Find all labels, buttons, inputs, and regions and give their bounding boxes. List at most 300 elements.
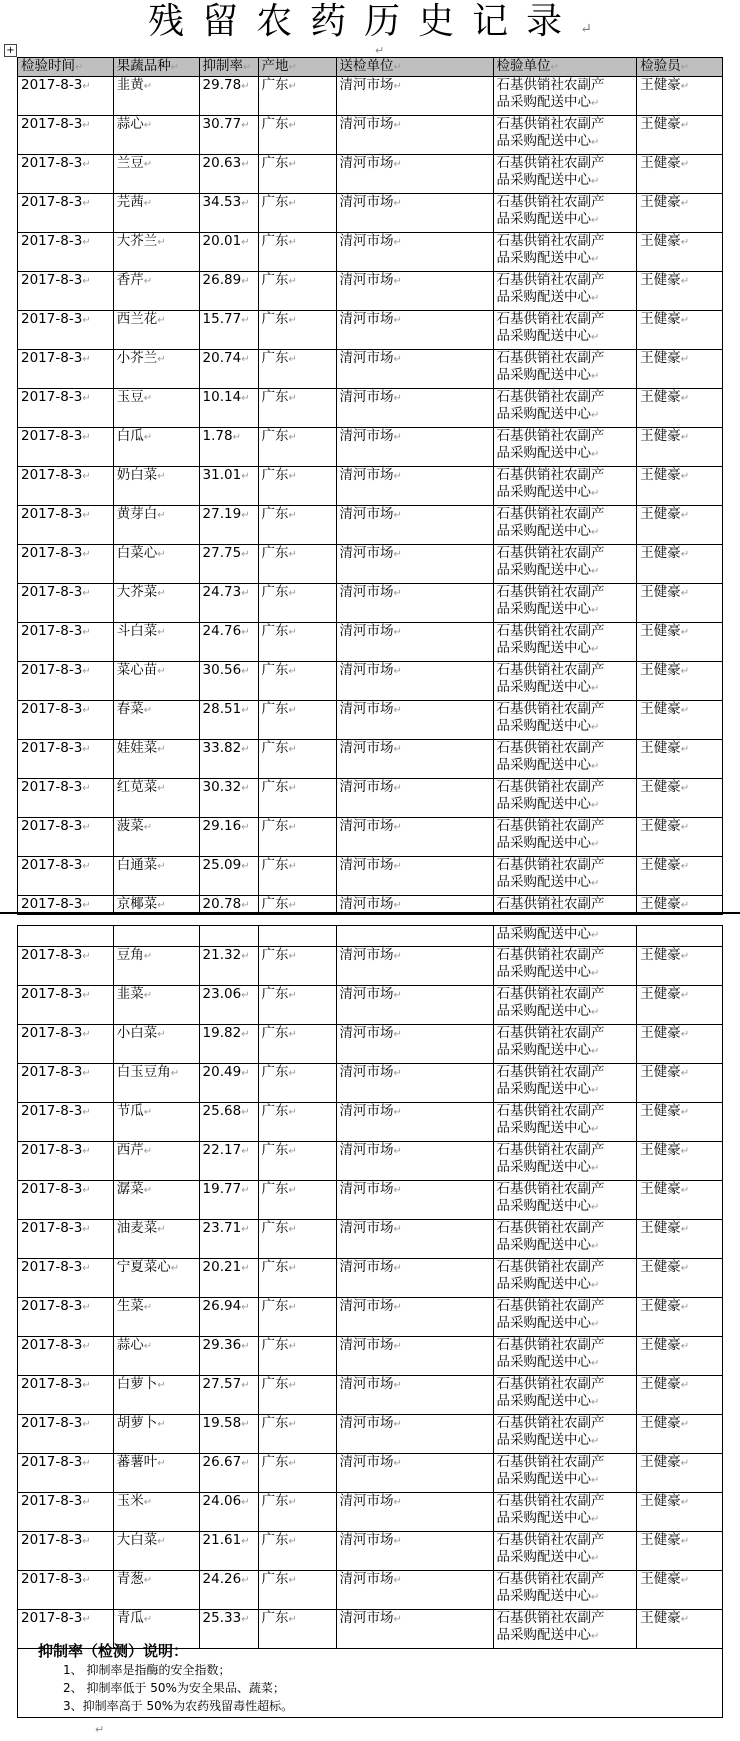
- rate-cell: 19.82↵: [199, 1025, 258, 1064]
- inspector-cell: 王健豪↵: [637, 1064, 723, 1103]
- origin-cell: 广东↵: [258, 428, 336, 467]
- inspector-cell: 王健豪↵: [637, 155, 723, 194]
- inspector-cell: 王健豪↵: [637, 623, 723, 662]
- date-cell: 2017-8-3↵: [18, 467, 114, 506]
- variety-cell: 白菜心↵: [113, 545, 199, 584]
- table-row: [18, 623, 723, 662]
- rate-cell: 20.78↵: [199, 896, 258, 915]
- rate-cell: 30.32↵: [199, 779, 258, 818]
- inspector-cell: 王健豪↵: [637, 1298, 723, 1337]
- origin-cell: 广东↵: [258, 779, 336, 818]
- rate-cell: 30.56↵: [199, 662, 258, 701]
- origin-cell: 广东↵: [258, 947, 336, 986]
- sender-cell: 清河市场↵: [336, 779, 493, 818]
- rate-cell: 28.51↵: [199, 701, 258, 740]
- variety-cell: 京椰菜↵: [113, 896, 199, 915]
- origin-cell: 广东↵: [258, 701, 336, 740]
- sender-cell: 清河市场↵: [336, 896, 493, 915]
- unit-cell: 石基供销社农副产 品采购配送中心↵: [493, 116, 637, 155]
- inspector-cell: 王健豪↵: [637, 506, 723, 545]
- date-cell: 2017-8-3↵: [18, 194, 114, 233]
- unit-continuation-cell: 品采购配送中心↵: [493, 926, 637, 947]
- origin-cell: 广东↵: [258, 467, 336, 506]
- unit-cell: 石基供销社农副产 品采购配送中心↵: [493, 1376, 637, 1415]
- unit-cell: 石基供销社农副产 品采购配送中心↵: [493, 1532, 637, 1571]
- sender-cell: 清河市场↵: [336, 1610, 493, 1649]
- sender-cell: 清河市场↵: [336, 1259, 493, 1298]
- sender-cell: 清河市场↵: [336, 155, 493, 194]
- variety-cell: 白萝卜↵: [113, 1376, 199, 1415]
- variety-cell: 青瓜↵: [113, 1610, 199, 1649]
- origin-cell: 广东↵: [258, 1493, 336, 1532]
- date-cell: 2017-8-3↵: [18, 623, 114, 662]
- origin-cell: 广东↵: [258, 1220, 336, 1259]
- unit-cell: 石基供销社农副产 品采购配送中心↵: [493, 1025, 637, 1064]
- origin-cell: 广东↵: [258, 623, 336, 662]
- table-row: [18, 77, 723, 116]
- sender-cell: 清河市场↵: [336, 662, 493, 701]
- table-row: [18, 467, 723, 506]
- origin-cell: 广东↵: [258, 818, 336, 857]
- inspector-cell: 王健豪↵: [637, 545, 723, 584]
- rate-cell: 29.78↵: [199, 77, 258, 116]
- origin-cell: 广东↵: [258, 584, 336, 623]
- origin-cell: 广东↵: [258, 740, 336, 779]
- unit-cell: 石基供销社农副产 品采购配送中心↵: [493, 1298, 637, 1337]
- variety-cell: 韭黄↵: [113, 77, 199, 116]
- rate-cell: 25.68↵: [199, 1103, 258, 1142]
- inspector-cell: 王健豪↵: [637, 1493, 723, 1532]
- table-row: [18, 116, 723, 155]
- rate-cell: 19.58↵: [199, 1415, 258, 1454]
- variety-cell: 宁夏菜心↵: [113, 1259, 199, 1298]
- table-row: [18, 272, 723, 311]
- rate-cell: 19.77↵: [199, 1181, 258, 1220]
- unit-cell: 石基供销社农副产 品采购配送中心↵: [493, 350, 637, 389]
- date-cell: 2017-8-3↵: [18, 233, 114, 272]
- sender-cell: 清河市场↵: [336, 1064, 493, 1103]
- rate-cell: 29.36↵: [199, 1337, 258, 1376]
- inspector-cell: 王健豪↵: [637, 1337, 723, 1376]
- date-cell: 2017-8-3↵: [18, 857, 114, 896]
- inspector-cell: 王健豪↵: [637, 857, 723, 896]
- table-row: [18, 1181, 723, 1220]
- inspector-cell: 王健豪↵: [637, 1610, 723, 1649]
- date-cell: 2017-8-3↵: [18, 662, 114, 701]
- rate-cell: 25.09↵: [199, 857, 258, 896]
- date-cell: 2017-8-3↵: [18, 584, 114, 623]
- origin-cell: 广东↵: [258, 1103, 336, 1142]
- inspector-cell: 王健豪↵: [637, 1571, 723, 1610]
- table-row: [18, 1415, 723, 1454]
- date-cell: 2017-8-3↵: [18, 779, 114, 818]
- unit-cell: 石基供销社农副产 品采购配送中心↵: [493, 1259, 637, 1298]
- page-title: 残留农药历史记录↵: [148, 1, 592, 42]
- rate-cell: 20.01↵: [199, 233, 258, 272]
- header-date: 检验时间↵: [18, 58, 114, 77]
- unit-cell: 石基供销社农副产 品采购配送中心↵: [493, 1064, 637, 1103]
- records-table-page-2: [17, 925, 723, 1649]
- rate-cell: 26.67↵: [199, 1454, 258, 1493]
- table-row: [18, 155, 723, 194]
- origin-cell: 广东↵: [258, 1415, 336, 1454]
- origin-cell: 广东↵: [258, 350, 336, 389]
- date-cell: 2017-8-3↵: [18, 740, 114, 779]
- origin-cell: 广东↵: [258, 1454, 336, 1493]
- variety-cell: 大芥兰↵: [113, 233, 199, 272]
- table-row: [18, 1493, 723, 1532]
- sender-cell: 清河市场↵: [336, 272, 493, 311]
- inspector-cell: 王健豪↵: [637, 740, 723, 779]
- header-rate: 抑制率↵: [199, 58, 258, 77]
- variety-cell: 斗白菜↵: [113, 623, 199, 662]
- sender-cell: 清河市场↵: [336, 818, 493, 857]
- unit-cell: 石基供销社农副产 品采购配送中心↵: [493, 818, 637, 857]
- date-cell: 2017-8-3↵: [18, 1064, 114, 1103]
- date-cell: 2017-8-3↵: [18, 1337, 114, 1376]
- unit-cell: 石基供销社农副产 品采购配送中心↵: [493, 77, 637, 116]
- inspector-cell: 王健豪↵: [637, 818, 723, 857]
- table-row-continuation: [18, 926, 723, 947]
- origin-cell: 广东↵: [258, 1337, 336, 1376]
- sender-cell: 清河市场↵: [336, 194, 493, 233]
- inspector-cell: 王健豪↵: [637, 896, 723, 915]
- sender-cell: 清河市场↵: [336, 857, 493, 896]
- inspector-cell: 王健豪↵: [637, 311, 723, 350]
- variety-cell: 小芥兰↵: [113, 350, 199, 389]
- inspector-cell: 王健豪↵: [637, 662, 723, 701]
- table-row: [18, 740, 723, 779]
- table-row: [18, 233, 723, 272]
- date-cell: 2017-8-3↵: [18, 506, 114, 545]
- origin-cell: 广东↵: [258, 233, 336, 272]
- unit-cell: 石基供销社农副产 品采购配送中心↵: [493, 1610, 637, 1649]
- variety-cell: 油麦菜↵: [113, 1220, 199, 1259]
- variety-cell: 豆角↵: [113, 947, 199, 986]
- table-row: [18, 389, 723, 428]
- inspector-cell: 王健豪↵: [637, 1220, 723, 1259]
- origin-cell: 广东↵: [258, 1181, 336, 1220]
- unit-cell: 石基供销社农副产 品采购配送中心↵: [493, 740, 637, 779]
- sender-cell: 清河市场↵: [336, 1376, 493, 1415]
- date-cell: 2017-8-3↵: [18, 701, 114, 740]
- sender-cell: 清河市场↵: [336, 506, 493, 545]
- origin-cell: 广东↵: [258, 77, 336, 116]
- origin-cell: 广东↵: [258, 1610, 336, 1649]
- origin-cell: 广东↵: [258, 116, 336, 155]
- origin-cell: 广东↵: [258, 155, 336, 194]
- rate-cell: 27.19↵: [199, 506, 258, 545]
- variety-cell: 白玉豆角↵: [113, 1064, 199, 1103]
- unit-cell: 石基供销社农副产 品采购配送中心↵: [493, 233, 637, 272]
- inspector-cell: 王健豪↵: [637, 350, 723, 389]
- unit-cell: 石基供销社农副产 品采购配送中心↵: [493, 1415, 637, 1454]
- table-row: [18, 350, 723, 389]
- origin-cell: 广东↵: [258, 896, 336, 915]
- unit-cell: 石基供销社农副产: [493, 896, 637, 915]
- rate-cell: 20.74↵: [199, 350, 258, 389]
- unit-cell: 石基供销社农副产 品采购配送中心↵: [493, 1454, 637, 1493]
- table-row: [18, 506, 723, 545]
- notes-heading: 抑制率（检测）说明：: [38, 1642, 189, 1660]
- table-row: [18, 1298, 723, 1337]
- origin-cell: 广东↵: [258, 1259, 336, 1298]
- rate-cell: 34.53↵: [199, 194, 258, 233]
- variety-cell: 玉米↵: [113, 1493, 199, 1532]
- variety-cell: 菠菜↵: [113, 818, 199, 857]
- inspector-cell: 王健豪↵: [637, 1415, 723, 1454]
- origin-cell: 广东↵: [258, 857, 336, 896]
- rate-cell: 31.01↵: [199, 467, 258, 506]
- date-cell: 2017-8-3↵: [18, 272, 114, 311]
- rate-cell: 29.16↵: [199, 818, 258, 857]
- variety-cell: 蕃薯叶↵: [113, 1454, 199, 1493]
- date-cell: 2017-8-3↵: [18, 545, 114, 584]
- variety-cell: 青葱↵: [113, 1571, 199, 1610]
- inspector-cell: 王健豪↵: [637, 779, 723, 818]
- unit-cell: 石基供销社农副产 品采购配送中心↵: [493, 545, 637, 584]
- variety-cell: 春菜↵: [113, 701, 199, 740]
- unit-cell: 石基供销社农副产 品采购配送中心↵: [493, 311, 637, 350]
- sender-cell: 清河市场↵: [336, 77, 493, 116]
- table-row: [18, 1220, 723, 1259]
- variety-cell: 西兰花↵: [113, 311, 199, 350]
- table-row: [18, 1142, 723, 1181]
- inspector-cell: 王健豪↵: [637, 233, 723, 272]
- inspector-cell: 王健豪↵: [637, 194, 723, 233]
- unit-cell: 石基供销社农副产 品采购配送中心↵: [493, 1493, 637, 1532]
- inspector-cell: 王健豪↵: [637, 1142, 723, 1181]
- note-item: 3、抑制率高于 50%为农药残留毒性超标。: [63, 1699, 294, 1713]
- origin-cell: 广东↵: [258, 986, 336, 1025]
- rate-cell: 24.06↵: [199, 1493, 258, 1532]
- rate-cell: 15.77↵: [199, 311, 258, 350]
- notes-box: [17, 1641, 723, 1718]
- date-cell: 2017-8-3↵: [18, 1493, 114, 1532]
- table-header-row: [18, 58, 723, 77]
- table-row: [18, 194, 723, 233]
- unit-cell: 石基供销社农副产 品采购配送中心↵: [493, 1337, 637, 1376]
- unit-cell: 石基供销社农副产 品采购配送中心↵: [493, 1181, 637, 1220]
- table-row: [18, 1064, 723, 1103]
- origin-cell: 广东↵: [258, 272, 336, 311]
- rate-cell: 23.71↵: [199, 1220, 258, 1259]
- table-row: [18, 1454, 723, 1493]
- date-cell: 2017-8-3↵: [18, 1220, 114, 1259]
- table-row: [18, 779, 723, 818]
- unit-cell: 石基供销社农副产 品采购配送中心↵: [493, 1220, 637, 1259]
- inspector-cell: 王健豪↵: [637, 389, 723, 428]
- sender-cell: 清河市场↵: [336, 389, 493, 428]
- sender-cell: 清河市场↵: [336, 947, 493, 986]
- unit-cell: 石基供销社农副产 品采购配送中心↵: [493, 986, 637, 1025]
- table-row: [18, 428, 723, 467]
- variety-cell: 香芹↵: [113, 272, 199, 311]
- variety-cell: 大白菜↵: [113, 1532, 199, 1571]
- table-row: [18, 545, 723, 584]
- date-cell: 2017-8-3↵: [18, 1103, 114, 1142]
- records-table-page-1: [17, 57, 723, 915]
- sender-cell: 清河市场↵: [336, 1181, 493, 1220]
- sender-cell: 清河市场↵: [336, 740, 493, 779]
- rate-cell: 21.61↵: [199, 1532, 258, 1571]
- table-row: [18, 1103, 723, 1142]
- date-cell: 2017-8-3↵: [18, 1025, 114, 1064]
- variety-cell: 黄芽白↵: [113, 506, 199, 545]
- unit-cell: 石基供销社农副产 品采购配送中心↵: [493, 701, 637, 740]
- sender-cell: 清河市场↵: [336, 545, 493, 584]
- inspector-cell: 王健豪↵: [637, 1376, 723, 1415]
- page-break-line: [0, 912, 740, 914]
- inspector-cell: 王健豪↵: [637, 584, 723, 623]
- rate-cell: 10.14↵: [199, 389, 258, 428]
- origin-cell: 广东↵: [258, 311, 336, 350]
- sender-cell: 清河市场↵: [336, 311, 493, 350]
- origin-cell: 广东↵: [258, 545, 336, 584]
- sender-cell: 清河市场↵: [336, 428, 493, 467]
- header-sender: 送检单位↵: [336, 58, 493, 77]
- table-row: [18, 1025, 723, 1064]
- date-cell: 2017-8-3↵: [18, 1532, 114, 1571]
- table-row: [18, 662, 723, 701]
- rate-cell: 33.82↵: [199, 740, 258, 779]
- sender-cell: 清河市场↵: [336, 467, 493, 506]
- origin-cell: 广东↵: [258, 1142, 336, 1181]
- date-cell: 2017-8-3↵: [18, 116, 114, 155]
- date-cell: 2017-8-3↵: [18, 1454, 114, 1493]
- inspector-cell: 王健豪↵: [637, 116, 723, 155]
- origin-cell: 广东↵: [258, 1376, 336, 1415]
- rate-cell: 20.49↵: [199, 1064, 258, 1103]
- variety-cell: 小白菜↵: [113, 1025, 199, 1064]
- rate-cell: 26.94↵: [199, 1298, 258, 1337]
- paragraph-mark: ↵: [375, 44, 385, 57]
- table-row: [18, 986, 723, 1025]
- rate-cell: 22.17↵: [199, 1142, 258, 1181]
- date-cell: 2017-8-3↵: [18, 1181, 114, 1220]
- rate-cell: 20.63↵: [199, 155, 258, 194]
- unit-cell: 石基供销社农副产 品采购配送中心↵: [493, 662, 637, 701]
- variety-cell: 玉豆↵: [113, 389, 199, 428]
- rate-cell: 27.75↵: [199, 545, 258, 584]
- header-inspector: 检验员↵: [637, 58, 723, 77]
- origin-cell: 广东↵: [258, 1298, 336, 1337]
- inspector-cell: 王健豪↵: [637, 1025, 723, 1064]
- inspector-cell: 王健豪↵: [637, 428, 723, 467]
- date-cell: 2017-8-3↵: [18, 1571, 114, 1610]
- inspector-cell: 王健豪↵: [637, 947, 723, 986]
- sender-cell: 清河市场↵: [336, 1571, 493, 1610]
- variety-cell: 胡萝卜↵: [113, 1415, 199, 1454]
- inspector-cell: 王健豪↵: [637, 272, 723, 311]
- variety-cell: 菜心苗↵: [113, 662, 199, 701]
- sender-cell: 清河市场↵: [336, 623, 493, 662]
- variety-cell: 红苋菜↵: [113, 779, 199, 818]
- date-cell: 2017-8-3↵: [18, 896, 114, 915]
- rate-cell: 21.32↵: [199, 947, 258, 986]
- inspector-cell: 王健豪↵: [637, 1181, 723, 1220]
- inspector-cell: 王健豪↵: [637, 986, 723, 1025]
- rate-cell: 24.76↵: [199, 623, 258, 662]
- table-row: [18, 947, 723, 986]
- date-cell: 2017-8-3↵: [18, 1610, 114, 1649]
- variety-cell: 娃娃菜↵: [113, 740, 199, 779]
- inspector-cell: 王健豪↵: [637, 77, 723, 116]
- origin-cell: 广东↵: [258, 1064, 336, 1103]
- variety-cell: 白通菜↵: [113, 857, 199, 896]
- table-row: [18, 311, 723, 350]
- rate-cell: 23.06↵: [199, 986, 258, 1025]
- unit-cell: 石基供销社农副产 品采购配送中心↵: [493, 779, 637, 818]
- unit-cell: 石基供销社农副产 品采购配送中心↵: [493, 155, 637, 194]
- inspector-cell: 王健豪↵: [637, 701, 723, 740]
- date-cell: 2017-8-3↵: [18, 986, 114, 1025]
- date-cell: 2017-8-3↵: [18, 155, 114, 194]
- sender-cell: 清河市场↵: [336, 233, 493, 272]
- variety-cell: 西芹↵: [113, 1142, 199, 1181]
- date-cell: 2017-8-3↵: [18, 389, 114, 428]
- origin-cell: 广东↵: [258, 662, 336, 701]
- date-cell: 2017-8-3↵: [18, 77, 114, 116]
- unit-cell: 石基供销社农副产 品采购配送中心↵: [493, 194, 637, 233]
- sender-cell: 清河市场↵: [336, 1415, 493, 1454]
- variety-cell: 兰豆↵: [113, 155, 199, 194]
- sender-cell: 清河市场↵: [336, 350, 493, 389]
- unit-cell: 石基供销社农副产 品采购配送中心↵: [493, 467, 637, 506]
- unit-cell: 石基供销社农副产 品采购配送中心↵: [493, 857, 637, 896]
- inspector-cell: 王健豪↵: [637, 1259, 723, 1298]
- origin-cell: 广东↵: [258, 506, 336, 545]
- unit-cell: 石基供销社农副产 品采购配送中心↵: [493, 1142, 637, 1181]
- date-cell: 2017-8-3↵: [18, 1142, 114, 1181]
- date-cell: 2017-8-3↵: [18, 350, 114, 389]
- table-move-handle-icon[interactable]: +: [4, 44, 17, 57]
- sender-cell: 清河市场↵: [336, 116, 493, 155]
- table-row: [18, 857, 723, 896]
- variety-cell: 韭菜↵: [113, 986, 199, 1025]
- rate-cell: 20.21↵: [199, 1259, 258, 1298]
- sender-cell: 清河市场↵: [336, 1454, 493, 1493]
- rate-cell: 1.78↵: [199, 428, 258, 467]
- table-row: [18, 1532, 723, 1571]
- date-cell: 2017-8-3↵: [18, 311, 114, 350]
- table-row: [18, 1571, 723, 1610]
- date-cell: 2017-8-3↵: [18, 428, 114, 467]
- rate-cell: 27.57↵: [199, 1376, 258, 1415]
- table-row: [18, 701, 723, 740]
- sender-cell: 清河市场↵: [336, 1532, 493, 1571]
- rate-cell: 24.26↵: [199, 1571, 258, 1610]
- date-cell: 2017-8-3↵: [18, 818, 114, 857]
- paragraph-mark: ↵: [95, 1723, 105, 1736]
- sender-cell: 清河市场↵: [336, 1025, 493, 1064]
- origin-cell: 广东↵: [258, 1025, 336, 1064]
- variety-cell: 大芥菜↵: [113, 584, 199, 623]
- variety-cell: 生菜↵: [113, 1298, 199, 1337]
- sender-cell: 清河市场↵: [336, 1220, 493, 1259]
- origin-cell: 广东↵: [258, 194, 336, 233]
- sender-cell: 清河市场↵: [336, 1493, 493, 1532]
- header-unit: 检验单位↵: [493, 58, 637, 77]
- table-row: [18, 818, 723, 857]
- sender-cell: 清河市场↵: [336, 701, 493, 740]
- unit-cell: 石基供销社农副产 品采购配送中心↵: [493, 1571, 637, 1610]
- inspector-cell: 王健豪↵: [637, 467, 723, 506]
- unit-cell: 石基供销社农副产 品采购配送中心↵: [493, 584, 637, 623]
- inspector-cell: 王健豪↵: [637, 1532, 723, 1571]
- inspector-cell: 王健豪↵: [637, 1454, 723, 1493]
- table-row: [18, 1259, 723, 1298]
